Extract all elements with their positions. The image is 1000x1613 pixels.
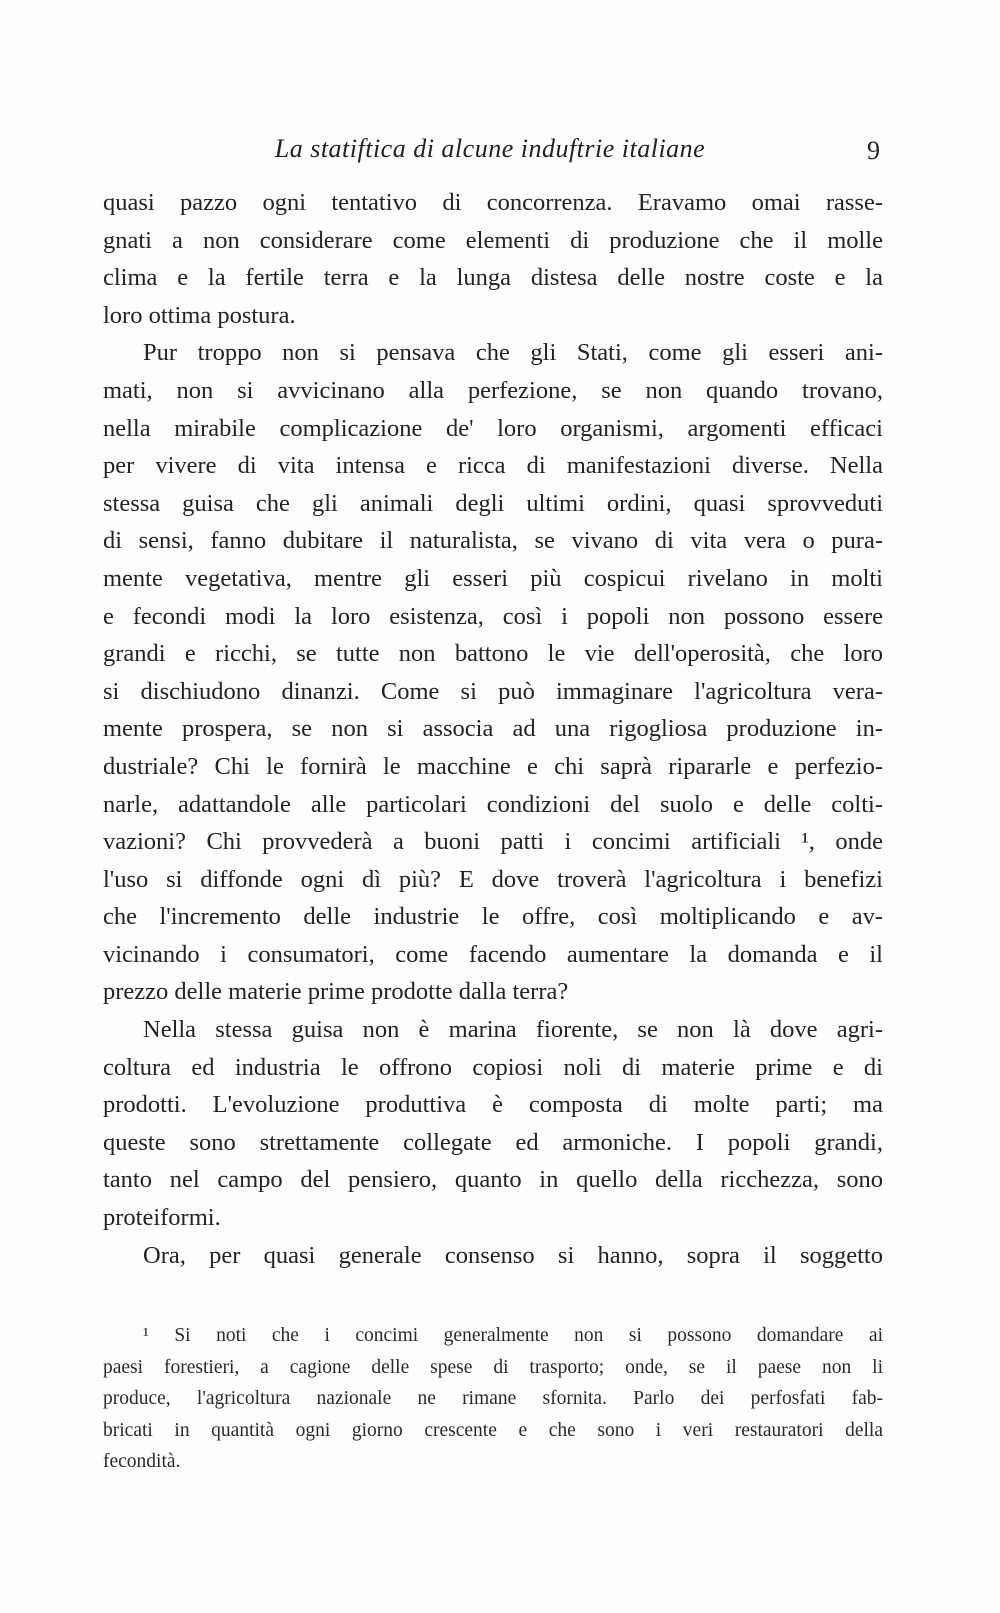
page-header <box>100 130 880 170</box>
page-number: 9 <box>867 136 880 165</box>
text-line: che l'incremento delle industrie le offre, così moltiplicando e av- <box>103 903 883 931</box>
text-line: quasi pazzo ogni tentativo di concorrenza. Eravamo omai rasse- <box>103 189 883 216</box>
text-line: gnati a non considerare come elementi di produzione che il molle <box>103 226 883 254</box>
text-line: nella mirabile complicazione de' loro organismi, argomenti efficaci <box>103 414 883 442</box>
text-line: loro ottima postura. <box>103 301 296 329</box>
footnote-line: fecondità. <box>103 1451 181 1472</box>
footnote-line: produce, l'agricoltura nazionale ne rimane sfornita. Parlo dei perfosfati fab- <box>103 1388 883 1409</box>
text-line: mati, non si avvicinano alla perfezione, se non quando trovano, <box>103 376 883 404</box>
text-line: e fecondi modi la loro esistenza, così i popoli non possono essere <box>103 602 883 630</box>
text-line: per vivere di vita intensa e ricca di manifestazioni diverse. Nella <box>103 452 883 480</box>
text-line: prezzo delle materie prime prodotte dalla terra? <box>103 978 569 1006</box>
running-title: La statiftica di alcune induftrie italiane <box>274 134 706 163</box>
footnote-line: ¹ Si noti che i concimi generalmente non si possono domandare ai <box>143 1325 883 1346</box>
text-line: grandi e ricchi, se tutte non battono le vie dell'operosità, che loro <box>103 640 883 668</box>
footnote-line: paesi forestieri, a cagione delle spese di trasporto; onde, se il paese non li <box>103 1356 883 1378</box>
text-line: di sensi, fanno dubitare il naturalista, se vivano di vita vera o pura- <box>103 527 883 555</box>
text-line: si dischiudono dinanzi. Come si può immaginare l'agricoltura vera- <box>103 677 883 705</box>
text-line: queste sono strettamente collegate ed armoniche. I popoli grandi, <box>103 1128 883 1156</box>
text-line: coltura ed industria le offrono copiosi noli di materie prime e di <box>103 1053 883 1081</box>
text-line: prodotti. L'evoluzione produttiva è composta di molte parti; ma <box>103 1091 883 1119</box>
text-line: proteiformi. <box>103 1204 221 1232</box>
text-line: stessa guisa che gli animali degli ultimi ordini, quasi sprovveduti <box>103 489 883 517</box>
text-line: Ora, per quasi generale consenso si hanno, sopra il soggetto <box>143 1241 883 1269</box>
text-line: mente prospera, se non si associa ad una rigogliosa produzione in- <box>103 715 883 743</box>
text-line: dustriale? Chi le fornirà le macchine e chi saprà ripararle e perfezio- <box>103 752 883 780</box>
text-line: mente vegetativa, mentre gli esseri più cospicui rivelano in molti <box>103 564 883 592</box>
body-text <box>103 184 883 1274</box>
text-line: vazioni? Chi provvederà a buoni patti i concimi artificiali ¹, onde <box>103 828 883 856</box>
text-line: vicinando i consumatori, come facendo aumentare la domanda e il <box>103 940 883 968</box>
text-line: clima e la fertile terra e la lunga distesa delle nostre coste e la <box>103 264 883 292</box>
footnotes <box>103 1320 883 1478</box>
footnote-line: bricati in quantità ogni giorno crescente e che sono i veri restauratori della <box>103 1419 883 1441</box>
text-line: tanto nel campo del pensiero, quanto in quello della ricchezza, sono <box>103 1166 883 1194</box>
text-line: l'uso si diffonde ogni dì più? E dove troverà l'agricoltura i benefizi <box>103 865 883 893</box>
text-line: Nella stessa guisa non è marina fiorente, se non là dove agri- <box>143 1016 883 1044</box>
text-line: Pur troppo non si pensava che gli Stati, come gli esseri ani- <box>143 339 883 367</box>
text-line: narle, adattandole alle particolari condizioni del suolo e delle colti- <box>103 790 883 818</box>
